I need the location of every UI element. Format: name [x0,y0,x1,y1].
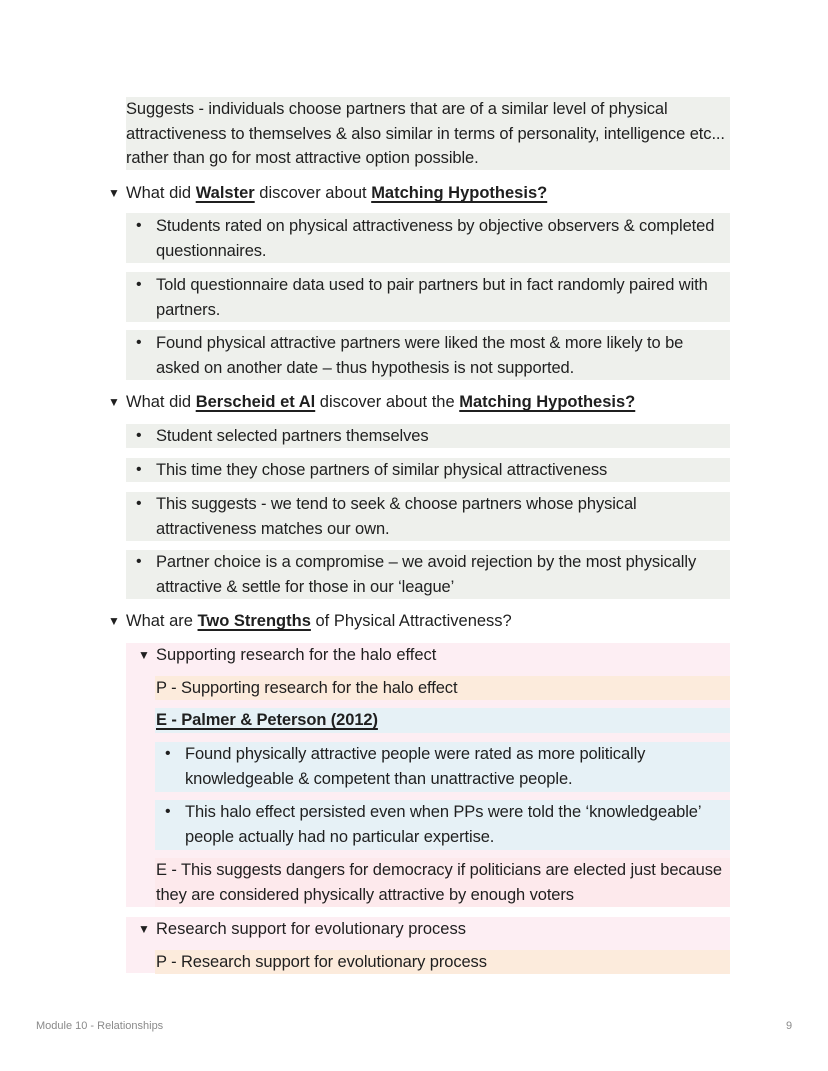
berscheid-topic: Matching Hypothesis? [459,393,636,411]
toggle-triangle-icon[interactable]: ▼ [108,395,120,409]
list-item: • Partner choice is a compromise – we avoid rejection by the most physically attractive & settle for those in our ‘league’ [126,550,730,599]
evidence-title: E - Palmer & Peterson (2012) [156,711,378,729]
list-item: • Found physical attractive partners were liked the most & more likely to be asked on another date – thus hypothesis is not supported. [126,330,730,380]
strengths-bold: Two Strengths [197,612,311,630]
bullet-icon: • [136,334,142,351]
toggle-triangle-icon[interactable]: ▼ [108,614,120,628]
toggle-triangle-icon[interactable]: ▼ [138,922,150,936]
list-item: • Student selected partners themselves [126,424,730,448]
list-item: • Told questionnaire data used to pair partners but in fact randomly paired with partners. [126,272,730,322]
walster-topic: Matching Hypothesis? [371,184,548,202]
evidence-block [155,708,730,733]
toggle-strengths[interactable]: ▼ What are Two Strengths of Physical Attractiveness? [108,609,512,634]
bullet-icon: • [136,276,142,293]
walster-name: Walster [195,184,255,202]
list-item: • Found physically attractive people were rated as more politically knowledgeable & competent than unattractive people. [155,742,730,792]
toggle-triangle-icon[interactable]: ▼ [138,648,150,662]
footer-module-label: Module 10 - Relationships [36,1020,164,1032]
bullet-icon: • [136,461,142,478]
list-item: • This suggests - we tend to seek & choose partners whose physical attractiveness matches our own. [126,492,730,541]
bullet-icon: • [136,427,142,444]
bullet-icon: • [165,745,171,762]
point-block: P - Supporting research for the halo effect [155,676,730,700]
point-block: P - Research support for evolutionary process [155,950,730,974]
list-item: • This time they chose partners of similar physical attractiveness [126,458,730,482]
toggle-berscheid[interactable]: ▼ What did Berscheid et Al discover about the Matching Hypothesis? [108,390,635,415]
list-item: • Students rated on physical attractiveness by objective observers & completed questionnaires. [126,213,730,263]
intro-callout [126,97,730,170]
toggle-triangle-icon[interactable]: ▼ [108,186,120,200]
list-item: • This halo effect persisted even when PPs were told the ‘knowledgeable’ people actually had no particular expertise. [155,800,730,850]
bullet-icon: • [136,553,142,570]
bullet-icon: • [136,495,142,512]
berscheid-name: Berscheid et Al [195,393,316,411]
toggle-evolution[interactable]: ▼ Research support for evolutionary process [138,917,466,942]
toggle-halo[interactable]: ▼ Supporting research for the halo effect [138,643,436,668]
intro-text: Suggests - individuals choose partners that are of a similar level of physical attractiveness to themselves & also similar in terms of personality, intelligence etc... rather than go for most attractive option possible. [126,100,725,167]
bullet-icon: • [136,217,142,234]
footer-page-number: 9 [786,1020,793,1032]
evaluation-block: E - This suggests dangers for democracy if politicians are elected just because they are considered physically attractive by enough voters [155,858,730,907]
bullet-icon: • [165,803,171,820]
toggle-walster[interactable]: ▼ What did Walster discover about Matching Hypothesis? [108,181,547,206]
